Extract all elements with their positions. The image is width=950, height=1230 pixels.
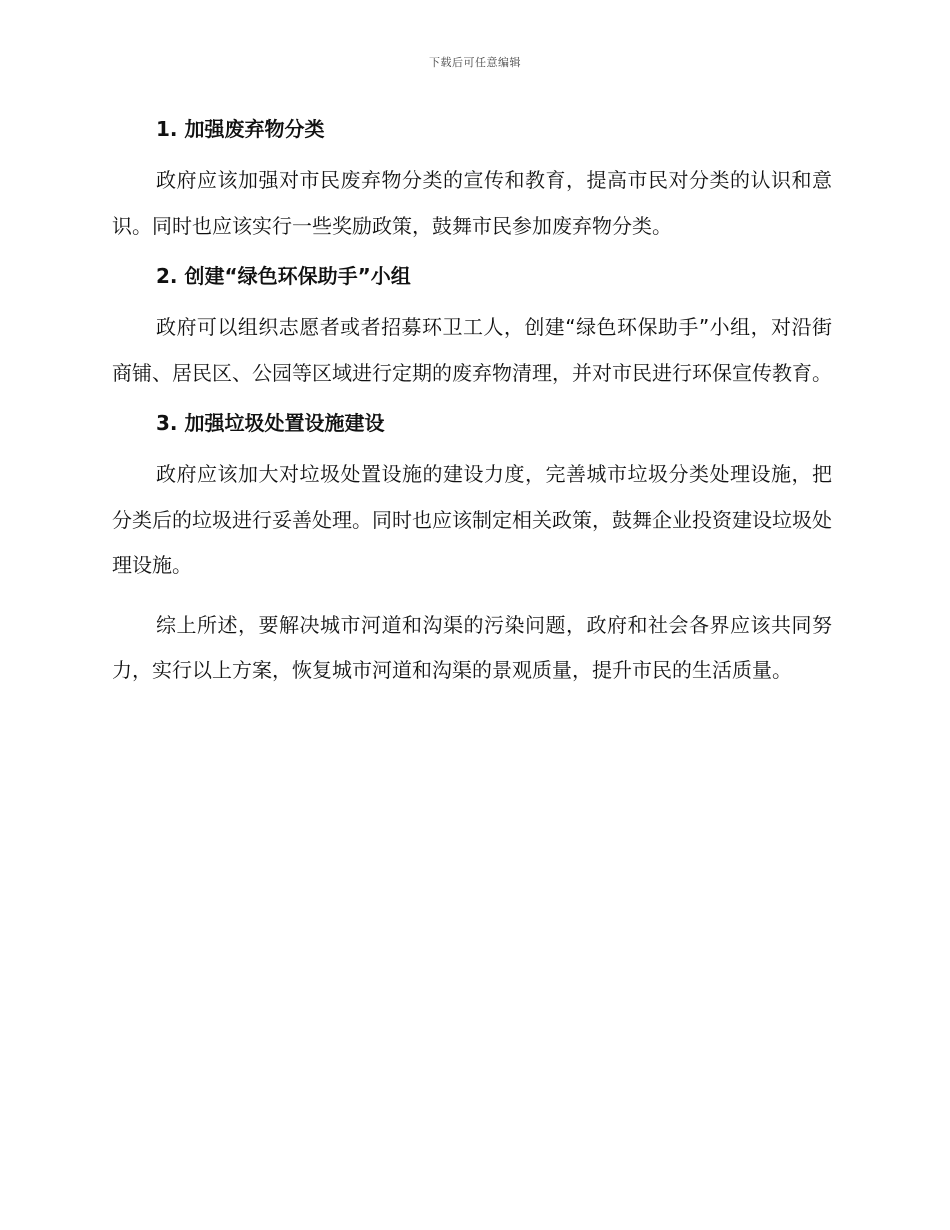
section-3-heading: 3. 加强垃圾处置设施建设 xyxy=(156,411,385,435)
conclusion-paragraph: 综上所述，要解决城市河道和沟渠的污染问题，政府和社会各界应该共同努力，实行以上方案，恢复城市河道和沟渠的景观质量，提升市民的生活质量。 xyxy=(112,612,832,682)
section-1-paragraph: 政府应该加强对市民废弃物分类的宣传和教育，提高市民对分类的认识和意识。同时也应该实行一些奖励政策，鼓舞市民参加废弃物分类。 xyxy=(112,168,832,238)
page-header-note: 下载后可任意编辑 xyxy=(429,56,521,69)
section-3-paragraph: 政府应该加大对垃圾处置设施的建设力度，完善城市垃圾分类处理设施，把分类后的垃圾进行妥善处理。同时也应该制定相关政策，鼓舞企业投资建设垃圾处理设施。 xyxy=(112,462,832,577)
section-1-heading: 1. 加强废弃物分类 xyxy=(156,117,325,141)
section-2-heading: 2. 创建“绿色环保助手”小组 xyxy=(156,264,411,288)
document-body xyxy=(112,114,832,694)
section-2-paragraph: 政府可以组织志愿者或者招募环卫工人，创建“绿色环保助手”小组，对沿街商铺、居民区、公园等区域进行定期的废弃物清理，并对市民进行环保宣传教育。 xyxy=(112,315,832,385)
